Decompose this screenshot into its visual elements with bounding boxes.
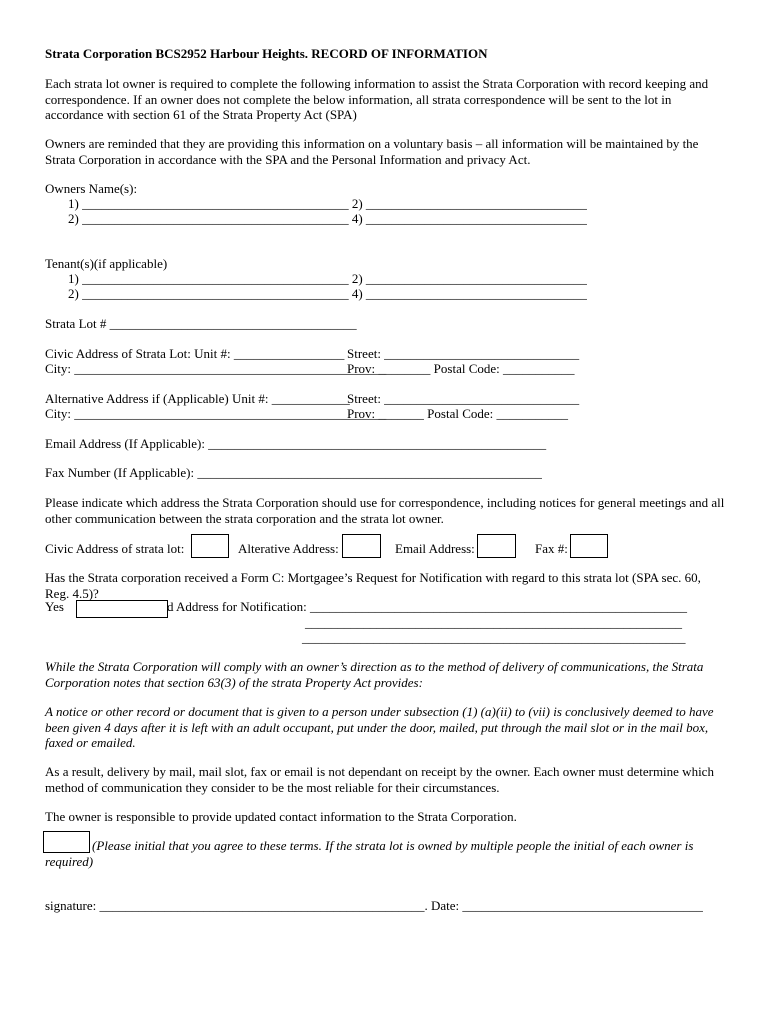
strata-lot-field[interactable]: Strata Lot # ______________________________________ [45,316,357,331]
tenants-row-1[interactable]: 1) _________________________________________ 2) __________________________________ [68,271,587,286]
comply-paragraph: While the Strata Corporation will comply with an owner’s direction as to the method of delivery of communications, the Strata Corporation notes that section 63(3) of the strata Property Act provides: [45,659,704,690]
mortgagee-yes-box[interactable] [76,600,168,618]
alt-prov-postal-field[interactable]: Prov: _______ Postal Code: ___________ [347,406,569,421]
notification-address-field[interactable]: d Address for Notification: __________________________________________________________ [167,599,687,614]
intro-paragraph: Each strata lot owner is required to complete the following information to assist the Strata Corporation with record keeping and correspondence. If an owner does not complete the below information, all strata correspondence will be sent to the lot in accordance with section 61 of the Strata Property Act (SPA) [45,76,709,122]
mortgagee-yes-label: Yes [45,599,64,614]
choice-email-label: Email Address: [395,541,475,556]
email-field[interactable]: Email Address (If Applicable): ____________________________________________________ [45,436,547,451]
civic-unit-field[interactable]: Civic Address of Strata Lot: Unit #: _________________ [45,346,345,361]
civic-prov-postal-field[interactable]: Prov: ________ Postal Code: ___________ [347,361,575,376]
notification-address-line-2[interactable]: __________________________________________________________ [305,615,682,630]
mortgagee-question: Has the Strata corporation received a Form C: Mortgagee’s Request for Notification with regard to this strata lot (SPA sec. 60, Reg. 4.5)? [45,570,701,601]
notice-paragraph: A notice or other record or document that is given to a person under subsection (1) (a)(ii) to (vii) is conclusively deemed to have been given 4 days after it is left with an adult occupant, put under the door, mailed, put through the mail slot or in the mail box, faxed or emailed. [45,704,714,750]
owners-row-2[interactable]: 2) _________________________________________ 4) __________________________________ [68,211,587,226]
reminder-paragraph: Owners are reminded that they are providing this information on a voluntary basis – all information will be maintained by the Strata Corporation in accordance with the SPA and the Personal Information and privacy Act. [45,136,699,167]
notification-address-line-3[interactable]: ___________________________________________________________ [302,630,686,645]
indicate-paragraph: Please indicate which address the Strata Corporation should use for correspondence, including notices for general meetings and all other communication between the strata corporation and the strata lot owner. [45,495,725,526]
civic-city-field[interactable]: City: ________________________________________________ [45,361,387,376]
tenants-row-2[interactable]: 2) _________________________________________ 4) __________________________________ [68,286,587,301]
initial-instruction: (Please initial that you agree to these terms. If the strata lot is owned by multiple people the initial of each owner is required) [45,838,694,869]
owners-label: Owners Name(s): [45,181,138,196]
signature-date-field[interactable]: signature: __________________________________________________. Date: _____________________________________ [45,898,703,913]
result-paragraph: As a result, delivery by mail, mail slot, fax or email is not dependant on receipt by the owner. Each owner must determine which method of communication they consider to be the most reliable for their circumstances. [45,764,714,795]
document-title: Strata Corporation BCS2952 Harbour Heights. RECORD OF INFORMATION [45,46,488,61]
alt-street-field[interactable]: Street: ______________________________ [347,391,580,406]
responsible-paragraph: The owner is responsible to provide updated contact information to the Strata Corporation. [45,809,517,824]
choice-fax-checkbox[interactable] [570,534,608,558]
choice-alternative-label: Alterative Address: [238,541,339,556]
choice-email-checkbox[interactable] [477,534,516,558]
choice-fax-label: Fax #: [535,541,568,556]
choice-civic-label: Civic Address of strata lot: [45,541,185,556]
choice-civic-checkbox[interactable] [191,534,229,558]
fax-field[interactable]: Fax Number (If Applicable): _____________________________________________________ [45,465,542,480]
owners-row-1[interactable]: 1) _________________________________________ 2) __________________________________ [68,196,587,211]
alt-city-field[interactable]: City: ________________________________________________ [45,406,387,421]
alt-unit-field[interactable]: Alternative Address if (Applicable) Unit #: ____________ [45,391,350,406]
choice-alternative-checkbox[interactable] [342,534,381,558]
tenants-label: Tenant(s)(if applicable) [45,256,168,271]
civic-street-field[interactable]: Street: ______________________________ [347,346,580,361]
